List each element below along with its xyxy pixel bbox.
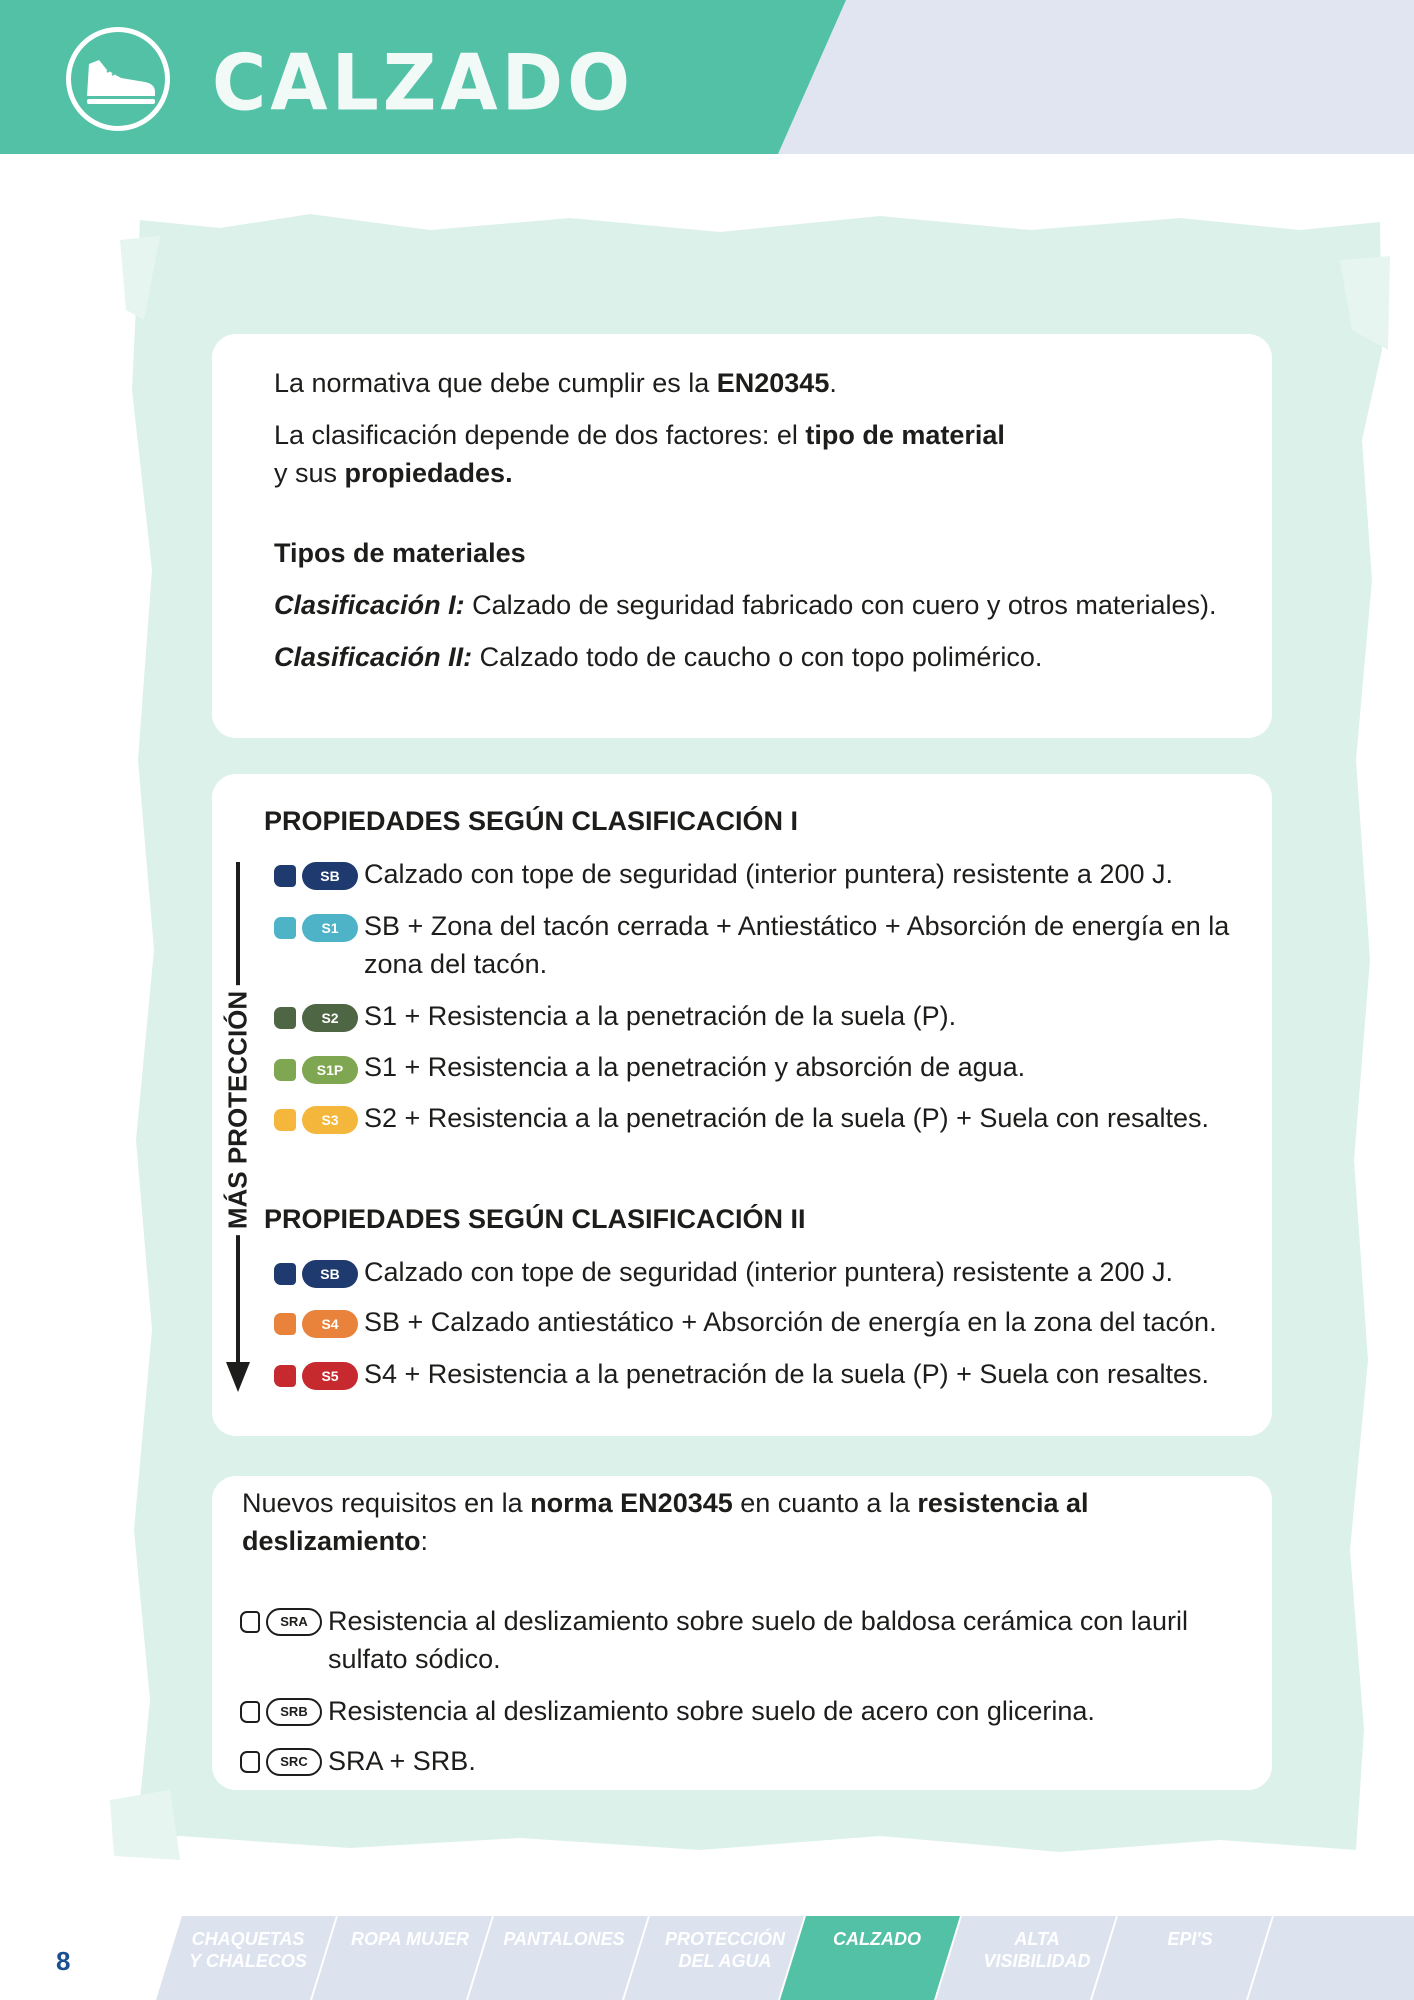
- tab-ropa-mujer[interactable]: ROPA MUJER: [350, 1929, 469, 1949]
- tab-proteccion-agua[interactable]: PROTECCIÓN DEL AGUA: [664, 1929, 785, 1971]
- property-s4-text: SB + Calzado antiestático + Absorción de energía en la zona del tacón.: [364, 1307, 1217, 1337]
- classification-line: La clasificación depende de dos factores: el tipo de material: [274, 420, 1005, 450]
- property-s3-text: S2 + Resistencia a la penetración de la suela (P) + Suela con resaltes.: [364, 1103, 1209, 1133]
- shoe-heel-icon: [240, 1751, 260, 1773]
- slip-src-text: SRA + SRB.: [328, 1746, 476, 1776]
- shoe-heel-icon: [274, 865, 296, 887]
- slip-sra-text-2: sulfato sódico.: [328, 1644, 501, 1674]
- property-sb-2-text: Calzado con tope de seguridad (interior puntera) resistente a 200 J.: [364, 1257, 1173, 1287]
- shoe-heel-icon: [240, 1611, 260, 1633]
- tab-pantalones[interactable]: PANTALONES: [503, 1929, 625, 1949]
- norm-line: La normativa que debe cumplir es la EN20345.: [274, 368, 837, 398]
- shoe-heel-icon: [274, 1059, 296, 1081]
- slip-sra-text: Resistencia al deslizamiento sobre suelo de baldosa cerámica con lauril: [328, 1606, 1188, 1636]
- class-1-description: Clasificación I: Calzado de seguridad fabricado con cuero y otros materiales).: [274, 590, 1217, 620]
- tab-shape-extra: [1248, 1916, 1414, 2000]
- tab-calzado[interactable]: CALZADO: [833, 1929, 921, 1949]
- shoe-heel-icon: [274, 1313, 296, 1335]
- shoe-heel-icon: [274, 917, 296, 939]
- class-2-heading: PROPIEDADES SEGÚN CLASIFICACIÓN II: [264, 1204, 806, 1234]
- slip-intro-2: deslizamiento:: [242, 1526, 429, 1556]
- shoe-icon: [85, 56, 157, 106]
- tab-epis[interactable]: EPI'S: [1167, 1929, 1213, 1949]
- property-s1-text-2: zona del tacón.: [364, 949, 548, 979]
- shoe-heel-icon: [274, 1263, 296, 1285]
- shoe-heel-icon: [274, 1007, 296, 1029]
- classification-line-2: y sus propiedades.: [274, 458, 513, 488]
- shoe-heel-icon: [274, 1365, 296, 1387]
- property-s1-text: SB + Zona del tacón cerrada + Antiestático + Absorción de energía en la: [364, 911, 1230, 941]
- shoe-heel-icon: [240, 1701, 260, 1723]
- property-sb-text: Calzado con tope de seguridad (interior puntera) resistente a 200 J.: [364, 859, 1173, 889]
- more-protection-label: MÁS PROTECCIÓN: [223, 985, 254, 1235]
- types-heading: Tipos de materiales: [274, 538, 526, 568]
- page-number: 8: [56, 1946, 71, 1976]
- shoe-heel-icon: [274, 1109, 296, 1131]
- slip-srb-text: Resistencia al deslizamiento sobre suelo de acero con glicerina.: [328, 1696, 1095, 1726]
- property-s2-text: S1 + Resistencia a la penetración de la suela (P).: [364, 1001, 957, 1031]
- arrow-down-icon: [226, 1362, 250, 1392]
- property-s5-text: S4 + Resistencia a la penetración de la suela (P) + Suela con resaltes.: [364, 1359, 1209, 1389]
- class-1-heading: PROPIEDADES SEGÚN CLASIFICACIÓN I: [264, 806, 799, 836]
- page-title: CALZADO: [212, 38, 634, 129]
- property-s1p-text: S1 + Resistencia a la penetración y absorción de agua.: [364, 1052, 1026, 1082]
- tab-alta-visibilidad[interactable]: ALTA VISIBILIDAD: [983, 1929, 1091, 1971]
- class-2-description: Clasificación II: Calzado todo de caucho o con topo polimérico.: [274, 642, 1043, 672]
- tab-chaquetas[interactable]: CHAQUETAS Y CHALECOS: [189, 1929, 307, 1971]
- page-header: [0, 0, 1414, 154]
- shoe-logo: [66, 27, 170, 131]
- slip-intro: Nuevos requisitos en la norma EN20345 en cuanto a la resistencia al: [242, 1488, 1089, 1518]
